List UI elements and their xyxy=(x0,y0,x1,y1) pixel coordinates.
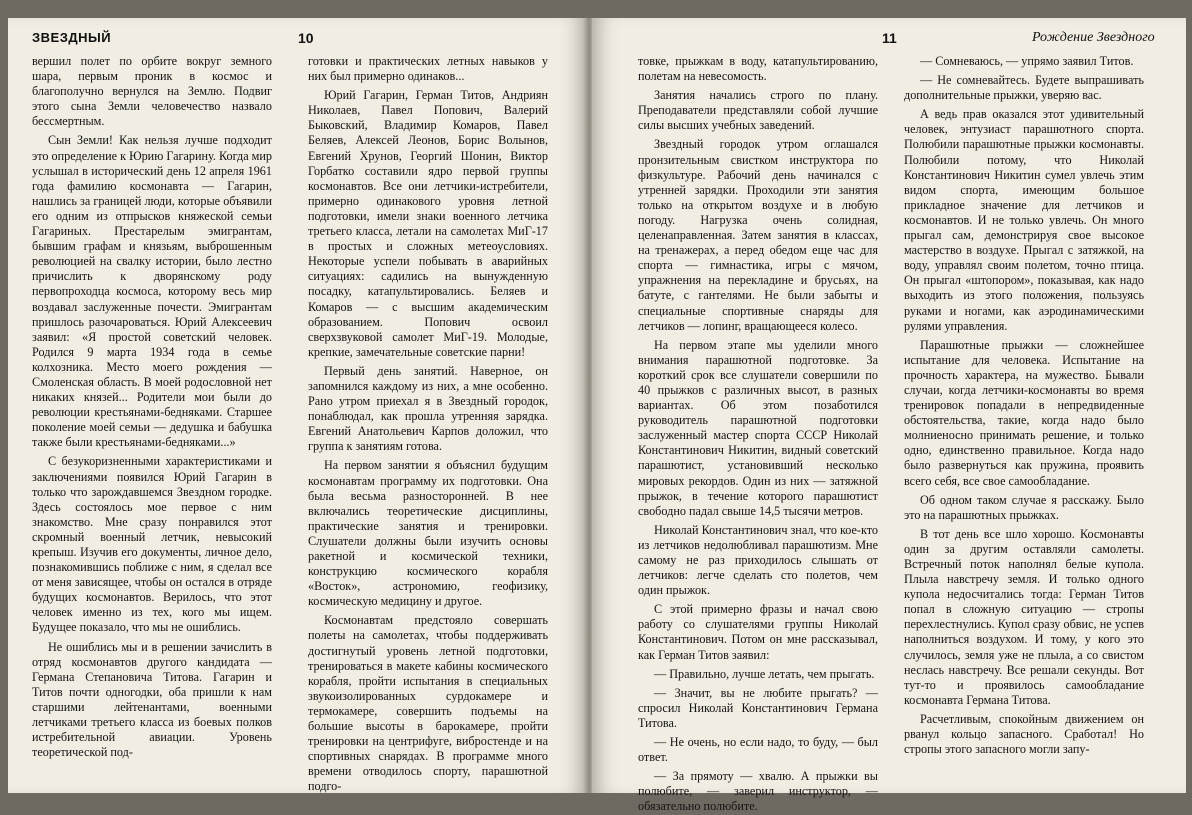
paragraph: На первом занятии я объяснил будущим космонавтам программу их подготовки. Она была весьма разносторонней. В нее включались теоретические дисциплины, практические занятия и тренировки. Слушатели должны были изучить основы ракетной и космической техники, конструкцию космического корабля «Восток», астрономию, геофизику, космическую медицину и другое. xyxy=(308,458,548,609)
paragraph: — Правильно, лучше летать, чем прыгать. xyxy=(654,666,875,681)
paragraph: Космонавтам предстояло совершать полеты на самолетах, чтобы поддерживать достигнутый уровень летной подготовки, тренироваться в макете кабины космического корабля, пройти испытания в специальных звукоизолированных сурдокамере и термокамере, совершить подъемы на большие высоты в барокамере, пройти тренировки на центрифуге, вибростенде и на спортивных снарядах. В программе много времени отводилось спорту, парашютной подго- xyxy=(308,613,548,794)
text-column-4 xyxy=(904,54,1144,784)
paragraph: Юрий Гагарин, Герман Титов, Андриян Николаев, Павел Попович, Валерий Быковский, Владимир Комаров, Павел Беляев, Алексей Леонов, Борис Волынов, Евгений Хрунов, Георгий Шонин, Виктор Горбатко составили ядро первой группы космонавтов. Все они летчики-истребители, примерно одинакового уровня летной подготовки, имели знаки военного летчика третьего класса, летали на самолетах МиГ-17 в простых и сложных метеоусловиях. Некоторые успели побывать в аварийных ситуациях: садились на вынужденную посадку, катапультировались. Беляев и Комаров — с высшим академическим образованием. Попович освоил сверхзвуковой самолет МиГ-19. Молодые, крепкие, замечательные советские парни! xyxy=(308,88,548,359)
left-page xyxy=(8,18,586,793)
page-number: 10 xyxy=(298,30,314,46)
paragraph: Не ошиблись мы и в решении зачислить в отряд космонавтов другого кандидата — Германа Степановича Титова. Гагарин и Титов почти одногодки, оба пришли к нам старшими лейтенантами, военными летчиками третьего класса из боевых полков истребительной авиации. Уровень теоретической под- xyxy=(32,639,272,760)
paragraph: На первом этапе мы уделили много внимания парашютной подготовке. За короткий срок все слушатели совершили по 40 прыжков с различных высот, в разных вариантах. Об этом позаботился руководитель парашютной подготовки заслуженный мастер спорта СССР Николай Константинович Никитин, видный советский парашютист, установивший несколько мировых рекордов. Один из них — затяжной прыжок, в течение которого парашютист свободно падал свыше 14,5 тысячи метров. xyxy=(638,337,878,518)
paragraph: С безукоризненными характеристиками и заключениями появился Юрий Гагарин в только что зарождавшемся Звездном городке. Здесь состоялось мое первое с ним знакомство. Мне сразу понравился этот скромный военный летчик, невысокий крепыш. Изучив его документы, личное дело, познакомившись поближе с ним, я сделал все от меня зависящее, чтобы он остался в отряде будущих космонавтов. Верилось, что этот человек именно из тех, кого мы ищем. Будущее показало, что мы не ошиблись. xyxy=(32,454,272,635)
text-column-3 xyxy=(638,54,878,814)
right-page xyxy=(592,18,1186,814)
paragraph: — Не сомневайтесь. Будете выпрашивать дополнительные прыжки, уверяю вас. xyxy=(904,73,1144,103)
running-header-title: Рождение Звездного xyxy=(1032,30,1155,45)
paragraph: Расчетливым, спокойным движением он рванул кольцо запасного. Сработал! Но стропы этого запасного могли запу- xyxy=(904,711,1144,757)
paragraph: А ведь прав оказался этот удивительный человек, энтузиаст парашютного спорта. Полюбили парашютные прыжки космонавты. Полюбили потому, что Николай Константинович Никитин сумел увлечь этим видом спорта, имеющим большое прикладное значение для летчиков и космонавтов. И не только увлечь. Он много прыгал сам, демонстрируя свое высокое мастерство в воздухе. Прыгал с затяжкой, на воду, управлял своим полетом, точно птица. Он прыгал «штопором», показывая, как надо выходить из этого положения, пользуясь руками и ногами, как аэродинамическими рулями управления. xyxy=(904,107,1144,333)
paragraph: Сын Земли! Как нельзя лучше подходит это определение к Юрию Гагарину. Когда мир услышал в исторический день 12 апреля 1961 года фамилию космонавта — Гагарин, нашлись за границей люди, которые объявили его одним из отпрысков княжеской семьи Гагариных. Престарелым эмигрантам, бывшим графам и князьям, выброшенным революцией на свалку истории, было лестно причислить к дворянскому роду первопроходца космоса, которому весь мир воздавал заслуженные почести. Эмигрантам пришлось разочароваться. Юрий Алексеевич заявил: «Я простой советский человек. Родился 9 марта 1934 года в семье колхозника. Место моего рождения — Смоленская область. В моей родословной нет никаких князей... Родители мои были до революции крестьянами-бедняками. Старшее поколение моей семьи — дедушка и бабушка также были крестьянами-бедняками...» xyxy=(32,133,273,450)
paragraph: Первый день занятий. Наверное, он запомнился каждому из них, а мне особенно. Рано утром приехал я в Звездный городок, понаблюдал, как прошла утренняя зарядка. Евгений Анатольевич Карпов доложил, что группа к занятиям готова. xyxy=(308,363,548,454)
paragraph: В тот день все шло хорошо. Космонавты один за другим оставляли самолеты. Встречный поток наполнял белые купола. Плыла навстречу земля. И только одного купола недосчитались тогда: Герман Титов попал в сложную ситуацию — стропы перехлестнулись. Купол сразу обвис, не успев наполниться воздухом. И тому, у кого это случилось, земля уже не плыла, а со свистом неслась навстречу. Все решали секунды. Вот тут-то и проявилось самообладание космонавта Германа Титова. xyxy=(904,526,1144,707)
paragraph: готовки и практических летных навыков у них был примерно одинаков... xyxy=(308,54,548,84)
paragraph: Занятия начались строго по плану. Преподаватели представляли собой лучшие силы высших учебных заведений. xyxy=(638,88,878,133)
paragraph: С этой примерно фразы и начал свою работу со слушателями группы Николай Константинович. Потом он мне рассказывал, как Герман Титов заявил: xyxy=(638,602,878,662)
paragraph: вершил полет по орбите вокруг земного шара, первым проник в космос и благополучно вернулся на Землю. Подвиг этого сына Земли человечество назвало бессмертным. xyxy=(32,54,272,129)
paragraph: Об одном таком случае я расскажу. Было это на парашютных прыжках. xyxy=(904,492,1144,522)
page-number: 11 xyxy=(882,30,897,46)
paragraph: — Значит, вы не любите прыгать? — спросил Николай Константинович Германа Титова. xyxy=(638,685,878,730)
running-header-title: ЗВЕЗДНЫЙ xyxy=(32,30,112,45)
paragraph: — За прямоту — хвалю. А прыжки вы полюбите, — заверил инструктор, — обязательно полюбите. xyxy=(638,769,878,814)
paragraph: Звездный городок утром оглашался пронзительным свистком инструктора по физкультуре. Рабочий день начинался с утренней зарядки. Проходили эти занятия только на открытом воздухе и в любую погоду. Нагрузка очень солидная, целенаправленная. Затем занятия в классах, на тренажерах, а перед обедом еще час для спорта — гимнастика, игры с мячом, упражнения на перекладине и брусьях, на батуте, с гантелями. Не были забыты и специальные спортивные снаряды для летчиков — лопинг, вращающееся колесо. xyxy=(638,137,878,333)
paragraph: — Не очень, но если надо, то буду, — был ответ. xyxy=(638,735,878,765)
paragraph: Парашютные прыжки — сложнейшее испытание для человека. Испытание на прочность характера, на мужество. Бывали случаи, когда летчики-космонавты во время тренировок попадали в непредвиденные обстоятельства, такие, когда надо было молниеносно принимать решение, и только одно, единственно правильное. Когда надо было развернуться как пружина, проявить всего себя, все свое самообладание. xyxy=(904,337,1144,488)
paragraph: товке, прыжкам в воду, катапультированию, полетам на невесомость. xyxy=(638,54,878,84)
paragraph: — Сомневаюсь, — упрямо заявил Титов. xyxy=(920,54,1134,68)
text-column-2 xyxy=(308,54,548,794)
paragraph: Николай Константинович знал, что кое-кто из летчиков недолюбливал парашютизм. Мне самому не раз приходилось слышать от летчиков: легче сделать сто полетов, чем один прыжок. xyxy=(638,522,878,598)
text-column-1 xyxy=(32,54,272,784)
